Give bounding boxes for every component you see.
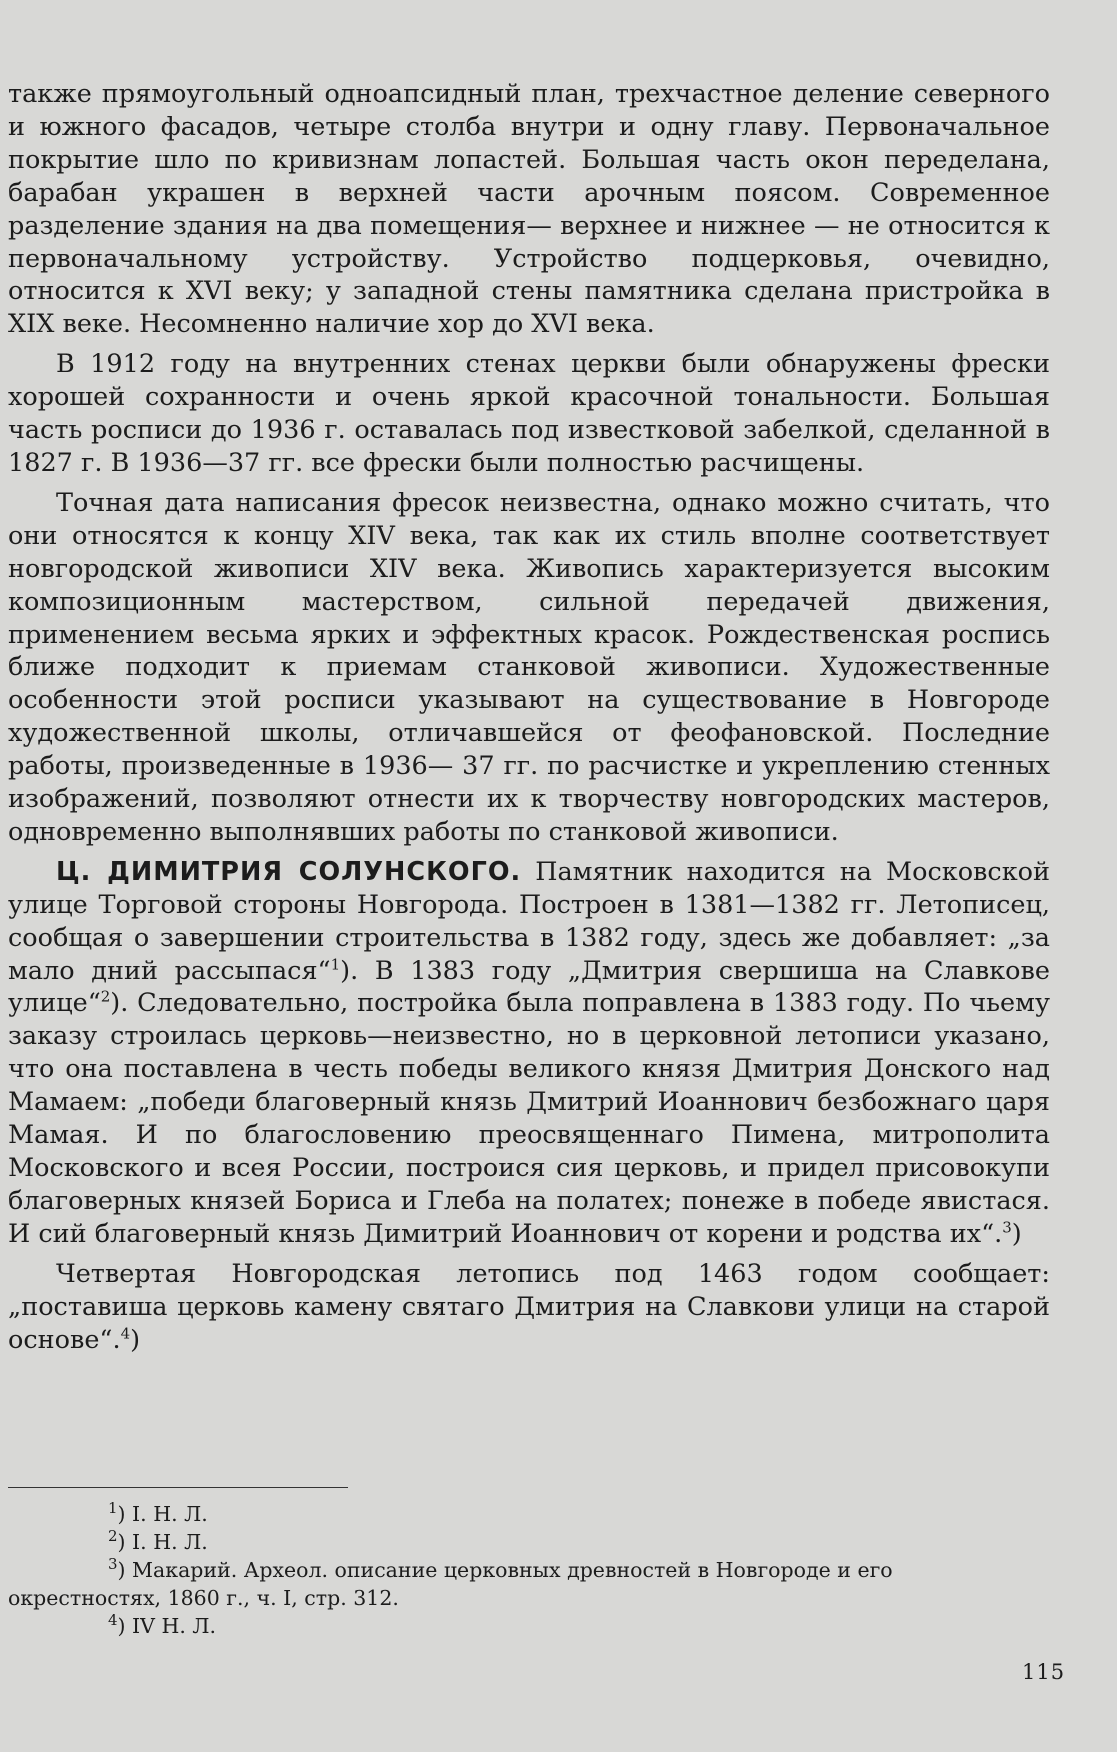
footnote-ref-1: 1	[330, 955, 341, 974]
paragraph-4-text-c: ). Следовательно, постройка была поправлена в 1383 году. По чьему заказу строилась церковь—неизвестно, но в церковной летописи указано, что она поставлена в честь победы великого князя Дмитрия Донского над Мамаем: „победи благоверный князь Дмитрий Иоаннович безбожнаго царя Мамая. И по благословению преосвященнаго Пимена, митрополита Московского и всея России, построися сия церковь, и придел присовокупи благоверных князей Бориса и Глеба на полатех; понеже в победе явистася. И сий благоверный князь Димитрий Иоаннович от корени и родства их“.	[8, 988, 1050, 1249]
footnotes	[8, 1500, 1063, 1640]
paragraph-3-text: Точная дата написания фресок неизвестна, однако можно считать, что они относятся к концу XIV века, так как их стиль вполне соответствует новгородской живописи XIV века. Живопись характеризуется высоким композиционным мастерством, сильной передачей движения, применением весьма ярких и эффектных красок. Рождественская роспись ближе подходит к приемам станковой живописи. Художественные особенности этой росписи указывают на существование в Новгороде художественной школы, отличавшейся от феофановской. Последние работы, произведенные в 1936— 37 гг. по расчистке и укреплению стенных изображений, позволяют отнести их к творчеству новгородских мастеров, одновременно выполнявших работы по станковой живописи.	[8, 487, 1050, 847]
main-text	[8, 78, 1050, 1363]
footnote-2-mark: 2	[108, 1527, 118, 1546]
paragraph-4-text-b: ). В 1383 году „Дмитрия свершиша на Славкове улице“	[8, 955, 1050, 1019]
paragraph-5-text-a: Четвертая Новгородская летопись под 1463 годом сообщает: „поставиша церковь камену святаго Дмитрия на Славкови улици на старой основе“.	[8, 1258, 1050, 1355]
footnote-ref-4: 4	[120, 1324, 131, 1343]
footnote-4-mark: 4	[108, 1611, 118, 1630]
paragraph-1-text: также прямоугольный одноапсидный план, трехчастное деление северного и южного фасадов, четыре столба внутри и одну главу. Первоначальное покрытие шло по кривизнам лопастей. Большая часть окон переделана, барабан украшен в верхней части арочным поясом. Современное разделение здания на два помещения— верхнее и нижнее — не относится к первоначальному устройству. Устройство подцерковья, очевидно, относится к XVI веку; у западной стены памятника сделана пристройка в XIX веке. Несомненно наличие хор до XVI века.	[8, 79, 1050, 340]
footnote-ref-2: 2	[100, 987, 111, 1006]
footnote-ref-3: 3	[1002, 1218, 1012, 1237]
paragraph-3	[8, 487, 1050, 849]
paragraph-2	[8, 348, 1050, 480]
paragraph-2-text: В 1912 году на внутренних стенах церкви были обнаружены фрески хорошей сохранности и очень яркой красочной тональности. Большая часть росписи до 1936 г. оставалась под известковой забелкой, сделанной в 1827 г. В 1936—37 гг. все фрески были полностью расчищены.	[8, 349, 1050, 478]
paragraph-4-text-a: Памятник находится на Московской улице Торговой стороны Новгорода. Построен в 1381—1382 гг. Летописец, сообщая о завершении строительства в 1382 году, здесь же добавляет: „за мало дний рассыпася“	[8, 856, 1050, 986]
paragraph-5-text-b: )	[130, 1324, 141, 1355]
footnote-1-mark: 1	[108, 1499, 118, 1518]
footnote-4	[8, 1612, 1063, 1640]
paragraph-4-text-d: )	[1011, 1218, 1022, 1249]
footnote-1-text: ) I. Н. Л.	[117, 1502, 208, 1526]
paragraph-5	[8, 1258, 1050, 1357]
paragraph-1	[8, 78, 1050, 341]
footnote-2-text: ) I. Н. Л.	[117, 1530, 208, 1554]
footnote-separator	[8, 1487, 348, 1488]
paragraph-4	[8, 856, 1050, 1251]
footnote-2	[8, 1528, 1063, 1556]
footnote-3	[8, 1556, 1063, 1612]
footnote-3-mark: 3	[108, 1555, 118, 1574]
section-heading: Ц. ДИМИТРИЯ СОЛУНСКОГО.	[56, 856, 522, 887]
footnote-3-continuation: окрестностях, 1860 г., ч. I, стр. 312.	[8, 1586, 399, 1610]
page-number: 115	[1022, 1660, 1066, 1684]
footnote-4-text: ) IV Н. Л.	[117, 1614, 217, 1638]
footnote-1	[8, 1500, 1063, 1528]
footnote-3-text: ) Макарий. Археол. описание церковных древностей в Новгороде и его	[117, 1558, 893, 1582]
